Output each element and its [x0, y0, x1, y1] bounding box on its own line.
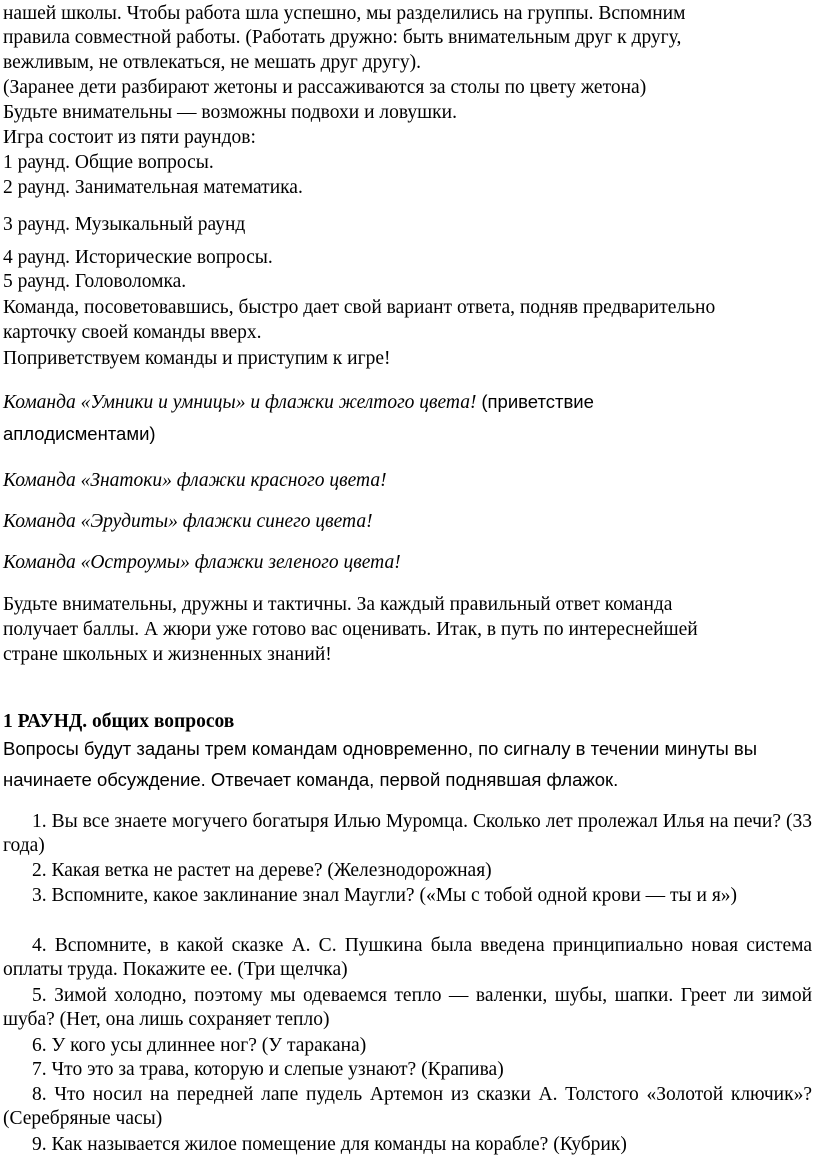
- team-name: Команда «Умники и умницы» и флажки желтого цвета!: [3, 392, 477, 413]
- team-note-cont: аплодисментами): [3, 423, 156, 444]
- text-line: правила совместной работы. (Работать дружно: быть внимательным друг к другу,: [3, 27, 682, 48]
- text-line: карточку своей команды вверх.: [3, 322, 262, 343]
- round-list-item: 5 раунд. Головоломка.: [3, 271, 187, 292]
- question-item: 9. Как называется жилое помещение для команды на корабле? (Кубрик): [32, 1134, 627, 1155]
- round-list-item: 1 раунд. Общие вопросы.: [3, 152, 214, 173]
- text-line: нашей школы. Чтобы работа шла успешно, мы разделились на группы. Вспомним: [3, 3, 686, 24]
- question-item: 4. Вспомните, в какой сказке А. С. Пушкина была введена принципиально новая система оплаты труда. Покажите ее. (Три щелчка): [3, 935, 812, 981]
- team-announcement: Команда «Эрудиты» флажки синего цвета!: [3, 511, 373, 532]
- text-line: Игра состоит из пяти раундов:: [3, 127, 256, 148]
- question-item: 5. Зимой холодно, поэтому мы одеваемся тепло — валенки, шубы, шапки. Греет ли зимой шуба? (Нет, она лишь сохраняет тепло): [3, 985, 812, 1031]
- question-item: 1. Вы все знаете могучего богатыря Илью Муромца. Сколько лет пролежал Илья на печи? (33 года): [3, 811, 812, 857]
- round-description: начинаете обсуждение. Отвечает команда, первой поднявшая флажок.: [3, 769, 619, 790]
- question-item: 8. Что носил на передней лапе пудель Артемон из сказки А. Толстого «Золотой ключик»? (Серебряные часы): [3, 1084, 812, 1130]
- team-note: (приветствие: [481, 391, 594, 412]
- round-list-item: 3 раунд. Музыкальный раунд: [3, 214, 246, 235]
- text-line: (Заранее дети разбирают жетоны и рассаживаются за столы по цвету жетона): [3, 77, 647, 98]
- text-line: вежливым, не отвлекаться, не мешать друг другу).: [3, 52, 421, 73]
- text-line: Будьте внимательны, дружны и тактичны. За каждый правильный ответ команда: [3, 594, 673, 615]
- round-list-item: 4 раунд. Исторические вопросы.: [3, 247, 273, 268]
- question-item: 3. Вспомните, какое заклинание знал Маугли? («Мы с тобой одной крови — ты и я»): [32, 885, 738, 906]
- text-line: Поприветствуем команды и приступим к игре!: [3, 348, 391, 369]
- team-announcement: Команда «Остроумы» флажки зеленого цвета!: [3, 552, 401, 573]
- text-line: стране школьных и жизненных знаний!: [3, 644, 332, 665]
- section-heading: 1 РАУНД. общих вопросов: [3, 711, 235, 732]
- question-item: 2. Какая ветка не растет на дереве? (Железнодорожная): [32, 860, 492, 881]
- round-description: Вопросы будут заданы трем командам одновременно, по сигналу в течении минуты вы: [3, 738, 758, 759]
- text-line: получает баллы. А жюри уже готово вас оценивать. Итак, в путь по интереснейшей: [3, 619, 698, 640]
- text-line: Команда, посоветовавшись, быстро дает свой вариант ответа, подняв предварительно: [3, 297, 716, 318]
- text-line: Будьте внимательны — возможны подвохи и ловушки.: [3, 102, 457, 123]
- team-announcement: [3, 390, 816, 415]
- round-list-item: 2 раунд. Занимательная математика.: [3, 177, 303, 198]
- question-item: 7. Что это за трава, которую и слепые узнают? (Крапива): [32, 1059, 504, 1080]
- team-announcement: Команда «Знатоки» флажки красного цвета!: [3, 470, 387, 491]
- question-item: 6. У кого усы длиннее ног? (У таракана): [32, 1035, 367, 1056]
